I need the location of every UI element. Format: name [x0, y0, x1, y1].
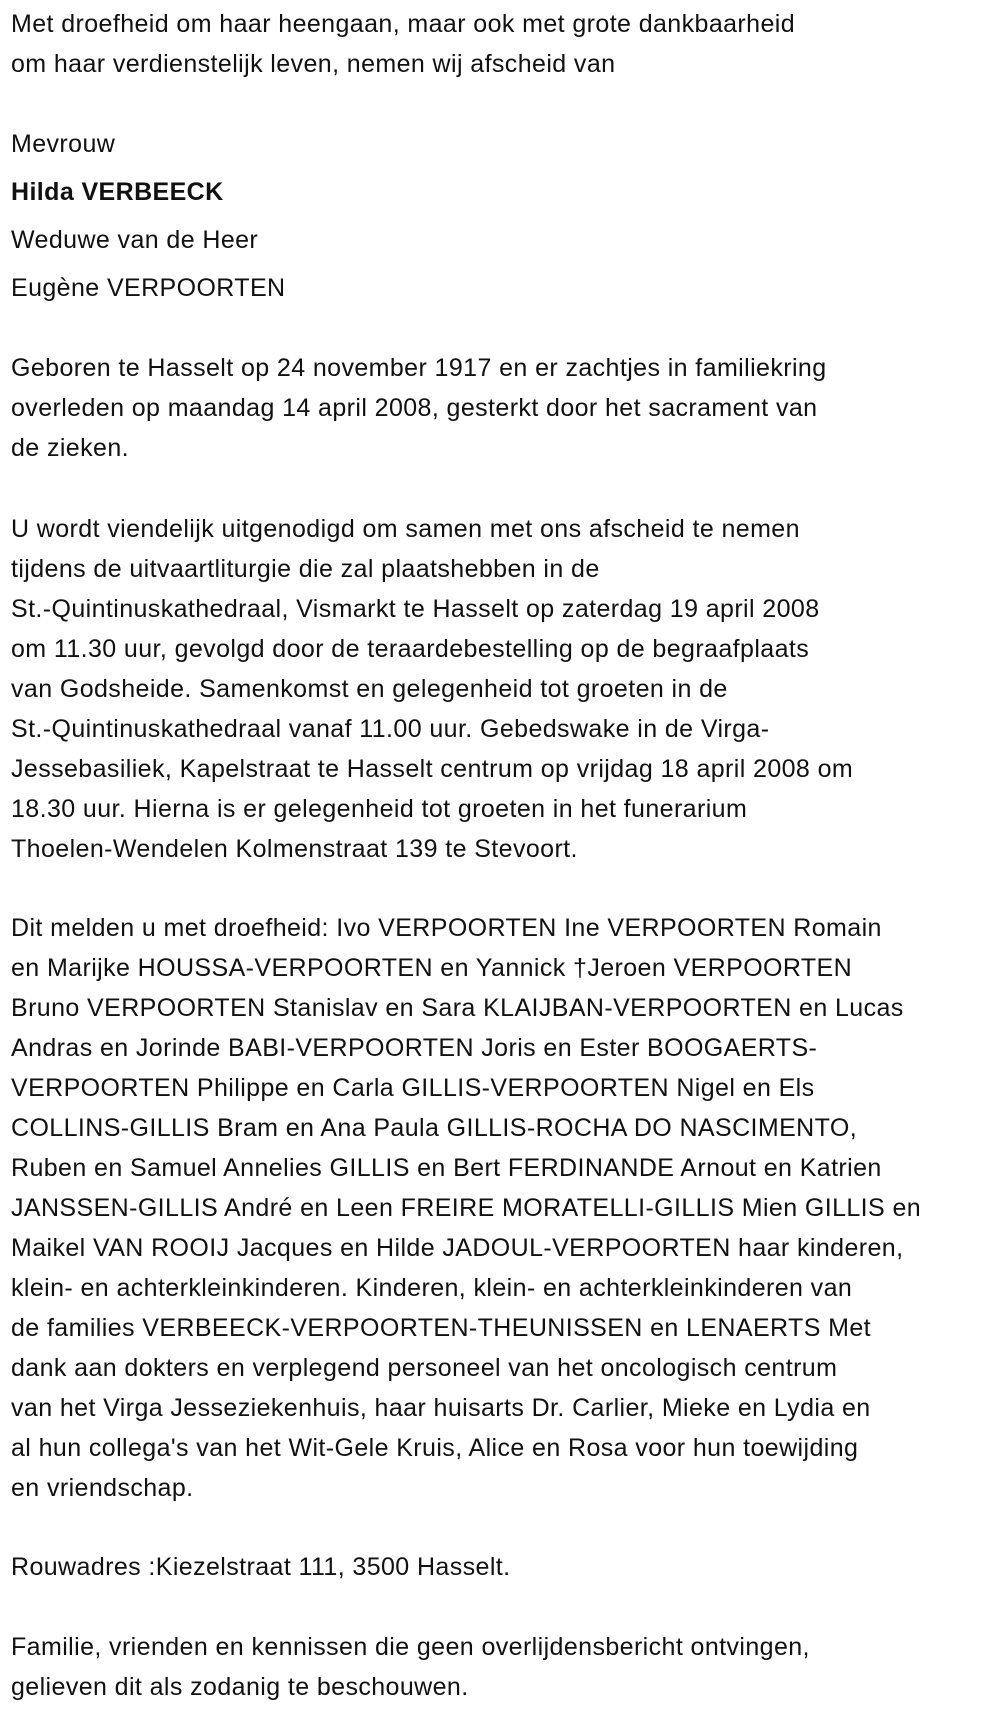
- text-line: gelieven dit als zodanig te beschouwen.: [11, 1673, 469, 1701]
- text-line: klein- en achterkleinkinderen. Kinderen, klein- en achterkleinkinderen van: [11, 1274, 853, 1302]
- text-line: Bruno VERPOORTEN Stanislav en Sara KLAIJBAN-VERPOORTEN en Lucas: [11, 994, 904, 1022]
- text-line: en Marijke HOUSSA-VERPOORTEN en Yannick †Jeroen VERPOORTEN: [11, 954, 853, 982]
- ceremony-paragraph: [11, 509, 853, 869]
- text-line: overleden op maandag 14 april 2008, gesterkt door het sacrament van: [11, 394, 818, 422]
- text-line: Jessebasiliek, Kapelstraat te Hasselt centrum op vrijdag 18 april 2008 om: [11, 755, 854, 783]
- text-line: van Godsheide. Samenkomst en gelegenheid tot groeten in de: [11, 675, 728, 703]
- text-line: 18.30 uur. Hierna is er gelegenheid tot groeten in het funerarium: [11, 795, 748, 823]
- text-line: Met droefheid om haar heengaan, maar ook met grote dankbaarheid: [11, 10, 796, 38]
- text-line: Andras en Jorinde BABI-VERPOORTEN Joris en Ester BOOGAERTS-: [11, 1034, 818, 1062]
- honorific: Mevrouw: [11, 130, 116, 158]
- text-line: Maikel VAN ROOIJ Jacques en Hilde JADOUL-VERPOORTEN haar kinderen,: [11, 1234, 904, 1262]
- text-line: om haar verdienstelijk leven, nemen wij afscheid van: [11, 50, 616, 78]
- spouse-name: Eugène VERPOORTEN: [11, 274, 286, 302]
- text-line: Familie, vrienden en kennissen die geen overlijdensbericht ontvingen,: [11, 1633, 810, 1661]
- text-line: van het Virga Jesseziekenhuis, haar huisarts Dr. Carlier, Mieke en Lydia en: [11, 1394, 871, 1422]
- deceased-name: Hilda VERBEECK: [11, 178, 224, 206]
- closing-paragraph: [11, 1627, 810, 1707]
- text-line: tijdens de uitvaartliturgie die zal plaatshebben in de: [11, 555, 600, 583]
- text-line: dank aan dokters en verplegend personeel van het oncologisch centrum: [11, 1354, 838, 1382]
- text-line: St.-Quintinuskathedraal vanaf 11.00 uur. Gebedswake in de Virga-: [11, 715, 770, 743]
- text-line: Ruben en Samuel Annelies GILLIS en Bert FERDINANDE Arnout en Katrien: [11, 1154, 882, 1182]
- deceased-block: [11, 120, 286, 312]
- intro-paragraph: [11, 4, 795, 84]
- text-line: VERPOORTEN Philippe en Carla GILLIS-VERPOORTEN Nigel en Els: [11, 1074, 815, 1102]
- text-line: COLLINS-GILLIS Bram en Ana Paula GILLIS-ROCHA DO NASCIMENTO,: [11, 1114, 858, 1142]
- text-line: Thoelen-Wendelen Kolmenstraat 139 te Stevoort.: [11, 835, 578, 863]
- relation: Weduwe van de Heer: [11, 226, 259, 254]
- text-line: Rouwadres :Kiezelstraat 111, 3500 Hasselt.: [11, 1553, 511, 1581]
- text-line: St.-Quintinuskathedraal, Vismarkt te Hasselt op zaterdag 19 april 2008: [11, 595, 820, 623]
- text-line: en vriendschap.: [11, 1474, 194, 1502]
- text-line: de families VERBEECK-VERPOORTEN-THEUNISSEN en LENAERTS Met: [11, 1314, 872, 1342]
- birth-death-paragraph: [11, 348, 827, 468]
- text-line: om 11.30 uur, gevolgd door de teraardebestelling op de begraafplaats: [11, 635, 810, 663]
- address-paragraph: [11, 1547, 510, 1587]
- family-paragraph: [11, 908, 921, 1508]
- text-line: Geboren te Hasselt op 24 november 1917 en er zachtjes in familiekring: [11, 354, 827, 382]
- text-line: al hun collega's van het Wit-Gele Kruis, Alice en Rosa voor hun toewijding: [11, 1434, 859, 1462]
- text-line: Dit melden u met droefheid: Ivo VERPOORTEN Ine VERPOORTEN Romain: [11, 914, 882, 942]
- text-line: de zieken.: [11, 434, 129, 462]
- text-line: JANSSEN-GILLIS André en Leen FREIRE MORATELLI-GILLIS Mien GILLIS en: [11, 1194, 922, 1222]
- text-line: U wordt viendelijk uitgenodigd om samen met ons afscheid te nemen: [11, 515, 800, 543]
